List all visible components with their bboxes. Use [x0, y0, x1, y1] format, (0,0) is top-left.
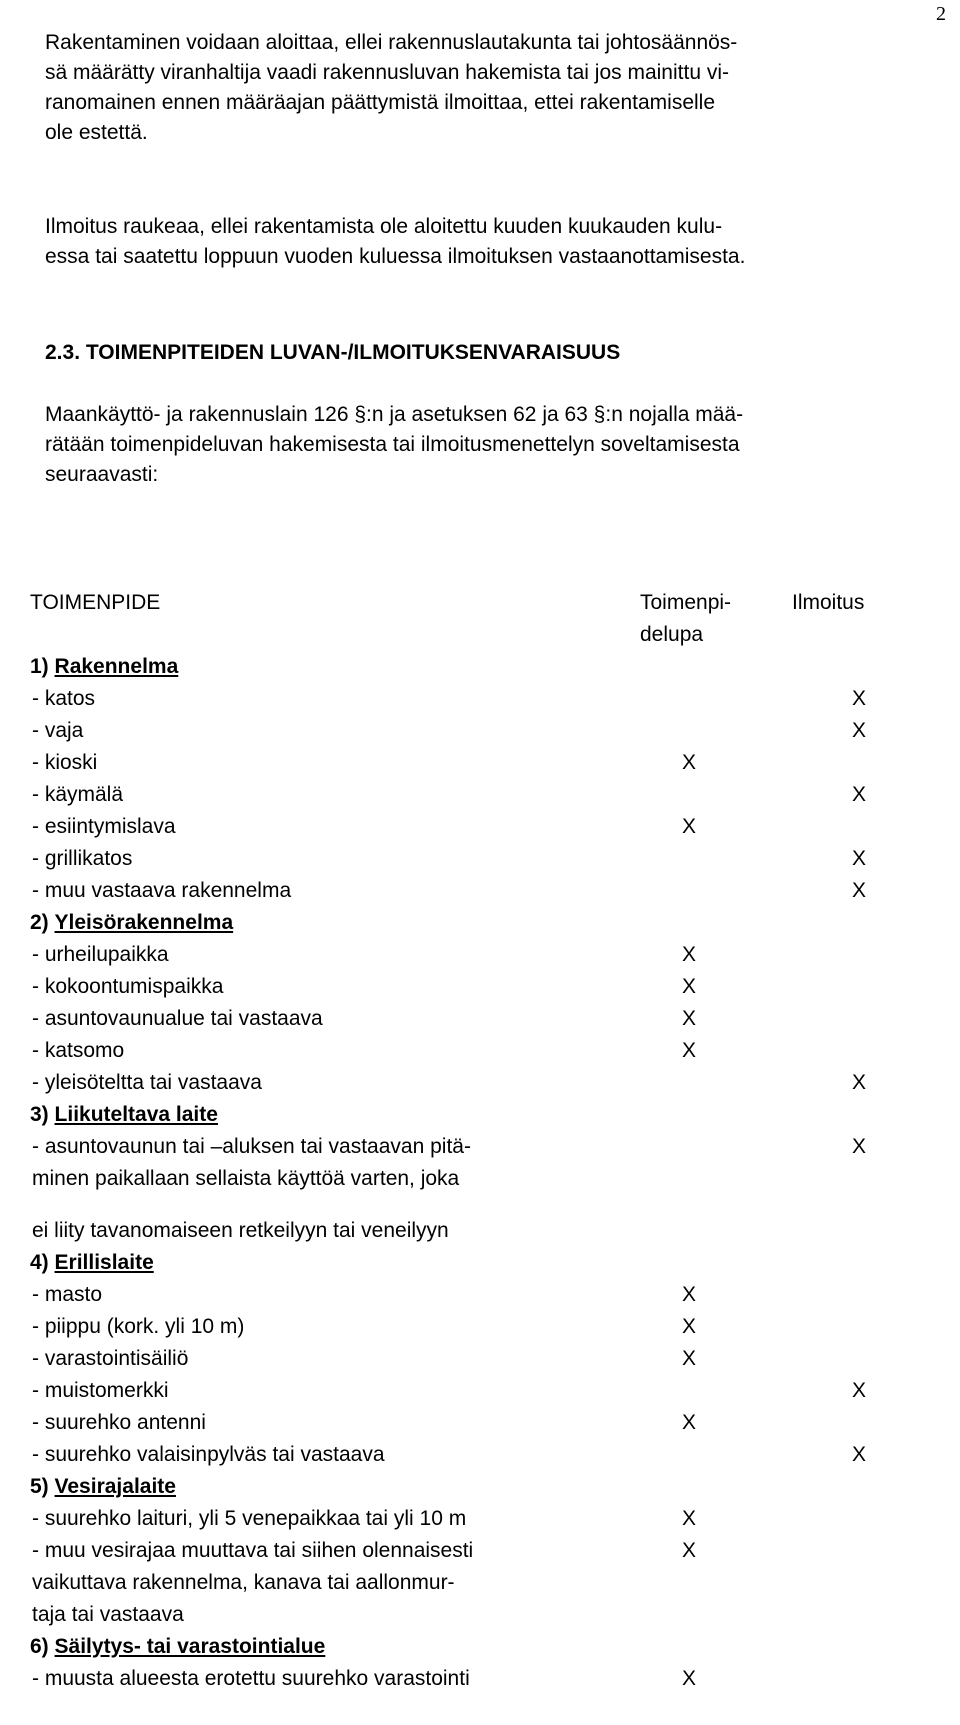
measure-label: - piippu (kork. yli 10 m) [32, 1315, 245, 1338]
notice-mark [792, 1311, 922, 1343]
table-row [22, 1535, 922, 1631]
group-row [22, 907, 922, 939]
group-name: Säilytys- tai varastointialue [54, 1635, 326, 1658]
notice-mark [792, 747, 922, 779]
measure-label: - käymälä [32, 783, 124, 806]
notice-mark [792, 1663, 922, 1695]
group-label [22, 1099, 637, 1131]
notice-mark: X [852, 783, 867, 806]
measure-label: - vaja [32, 719, 84, 742]
permit-mark: X [682, 1283, 697, 1306]
permit-mark: X [682, 1039, 697, 1062]
group-name: Vesirajalaite [54, 1475, 176, 1498]
paragraph-legal-basis: Maankäyttö- ja rakennuslain 126 §:n ja asetuksen 62 ja 63 §:n nojalla mää- rätään toimenpideluvan hakemisesta tai ilmoitusmenettelyn soveltamisesta seuraavasti: [45, 403, 744, 486]
permit-mark: X [682, 975, 697, 998]
table-row [22, 843, 922, 875]
notice-mark: X [852, 1071, 867, 1094]
notice-mark [792, 1215, 922, 1247]
measure-label: - urheilupaikka [32, 943, 169, 966]
permit-mark: X [682, 815, 697, 838]
group-name: Erillislaite [54, 1251, 154, 1274]
group-row [22, 1631, 922, 1663]
table-row [22, 875, 922, 907]
notice-mark [792, 971, 922, 1003]
measure-label: - varastointisäiliö [32, 1347, 189, 1370]
notice-mark: X [852, 847, 867, 870]
table-row [22, 1035, 922, 1067]
notice-mark [792, 1035, 922, 1067]
notice-mark [792, 1407, 922, 1439]
table-row [22, 779, 922, 811]
group-label [22, 907, 637, 939]
table-row [22, 811, 922, 843]
measure-label: - katos [32, 687, 96, 710]
group-label [22, 1631, 637, 1663]
permit-mark [637, 843, 792, 875]
permit-mark: X [682, 751, 697, 774]
permit-mark: X [682, 943, 697, 966]
measure-label: - yleisöteltta tai vastaava [32, 1071, 262, 1094]
measures-table [22, 587, 922, 1695]
measure-label: - kioski [32, 751, 98, 774]
notice-mark [792, 1503, 922, 1535]
table-row [22, 747, 922, 779]
table-row [22, 1439, 922, 1471]
measure-label: - suurehko antenni [32, 1411, 206, 1434]
group-number: 1) [30, 655, 49, 678]
notice-mark: X [852, 719, 867, 742]
table-row [22, 1279, 922, 1311]
table-body [22, 651, 922, 1695]
measure-label: - muistomerkki [32, 1379, 169, 1402]
permit-mark [637, 683, 792, 715]
row-spacer [22, 1195, 922, 1215]
notice-mark: X [852, 1379, 867, 1402]
measure-label: - muu vesirajaa muuttava tai siihen olennaisesti vaikuttava rakennelma, kanava tai aallonmur- taja tai vastaava [32, 1539, 474, 1626]
permit-mark [637, 875, 792, 907]
group-number: 5) [30, 1475, 49, 1498]
measure-label: - muusta alueesta erotettu suurehko varastointi [32, 1667, 470, 1690]
permit-mark: X [682, 1007, 697, 1030]
paragraph-notice-expiry: Ilmoitus raukeaa, ellei rakentamista ole aloitettu kuuden kuukauden kulu- essa tai saatettu loppuun vuoden kuluessa ilmoituksen vastaanottamisesta. [45, 215, 746, 268]
permit-mark [637, 1215, 792, 1247]
measure-label: - kokoontumispaikka [32, 975, 224, 998]
measure-label: - asuntovaunun tai –aluksen tai vastaavan pitä- minen paikallaan sellaista käyttöä varten, joka [32, 1135, 471, 1190]
notice-mark [792, 1343, 922, 1375]
table-row [22, 683, 922, 715]
table-row [22, 1003, 922, 1035]
permit-mark: X [682, 1507, 697, 1530]
permit-mark: X [682, 1411, 697, 1434]
header-measure: TOIMENPIDE [30, 591, 161, 614]
notice-mark [792, 1279, 922, 1311]
permit-mark: X [682, 1667, 697, 1690]
permit-mark [637, 1375, 792, 1407]
measure-label: - asuntovaunualue tai vastaava [32, 1007, 323, 1030]
permit-mark [637, 1439, 792, 1471]
group-row [22, 1247, 922, 1279]
table-row [22, 1311, 922, 1343]
notice-mark: X [852, 687, 867, 710]
notice-mark [792, 811, 922, 843]
section-heading: 2.3. TOIMENPITEIDEN LUVAN-/ILMOITUKSENVARAISUUS [45, 341, 621, 364]
notice-mark [792, 1535, 922, 1631]
group-label [22, 1247, 637, 1279]
measure-label: - muu vastaava rakennelma [32, 879, 292, 902]
permit-mark: X [682, 1539, 697, 1562]
measure-label: - katsomo [32, 1039, 125, 1062]
group-row [22, 1471, 922, 1503]
notice-mark: X [852, 1443, 867, 1466]
table-row [22, 939, 922, 971]
group-number: 3) [30, 1103, 49, 1126]
table-row [22, 1343, 922, 1375]
table-row [22, 1663, 922, 1695]
measure-label: - suurehko laituri, yli 5 venepaikkaa tai yli 10 m [32, 1507, 467, 1530]
header-permit: Toimenpi- delupa [640, 591, 732, 646]
table-row [22, 1503, 922, 1535]
header-notice: Ilmoitus [792, 591, 865, 614]
notice-mark: X [852, 1135, 867, 1158]
notice-mark [792, 1003, 922, 1035]
group-name: Rakennelma [54, 655, 179, 678]
group-number: 2) [30, 911, 49, 934]
group-label [22, 651, 637, 683]
group-row [22, 651, 922, 683]
page-number: 2 [936, 3, 946, 25]
table-row [22, 971, 922, 1003]
group-name: Yleisörakennelma [54, 911, 234, 934]
permit-mark [637, 779, 792, 811]
table-row [22, 1215, 922, 1247]
group-name: Liikuteltava laite [54, 1103, 218, 1126]
notice-mark: X [852, 879, 867, 902]
notice-mark [792, 939, 922, 971]
table-row [22, 1067, 922, 1099]
measure-label: - masto [32, 1283, 103, 1306]
measure-label: - grillikatos [32, 847, 133, 870]
table-row [22, 1375, 922, 1407]
table-row [22, 1407, 922, 1439]
group-label [22, 1471, 637, 1503]
group-number: 6) [30, 1635, 49, 1658]
group-row [22, 1099, 922, 1131]
permit-mark [637, 715, 792, 747]
permit-mark: X [682, 1315, 697, 1338]
measure-label: - suurehko valaisinpylväs tai vastaava [32, 1443, 385, 1466]
permit-mark: X [682, 1347, 697, 1370]
table-row [22, 715, 922, 747]
group-number: 4) [30, 1251, 49, 1274]
permit-mark [637, 1067, 792, 1099]
paragraph-start-of-construction: Rakentaminen voidaan aloittaa, ellei rakennuslautakunta tai johtosäännös- sä määrätty viranhaltija vaadi rakennusluvan hakemista tai jos mainittu vi- ranomainen ennen määräajan päättymistä ilmoittaa, ettei rakentamiselle ole estettä. [45, 31, 738, 144]
measure-label: - esiintymislava [32, 815, 176, 838]
measure-label: ei liity tavanomaiseen retkeilyyn tai veneilyyn [32, 1219, 449, 1242]
permit-mark [637, 1131, 792, 1195]
table-header-row [22, 587, 922, 651]
table-row [22, 1131, 922, 1195]
